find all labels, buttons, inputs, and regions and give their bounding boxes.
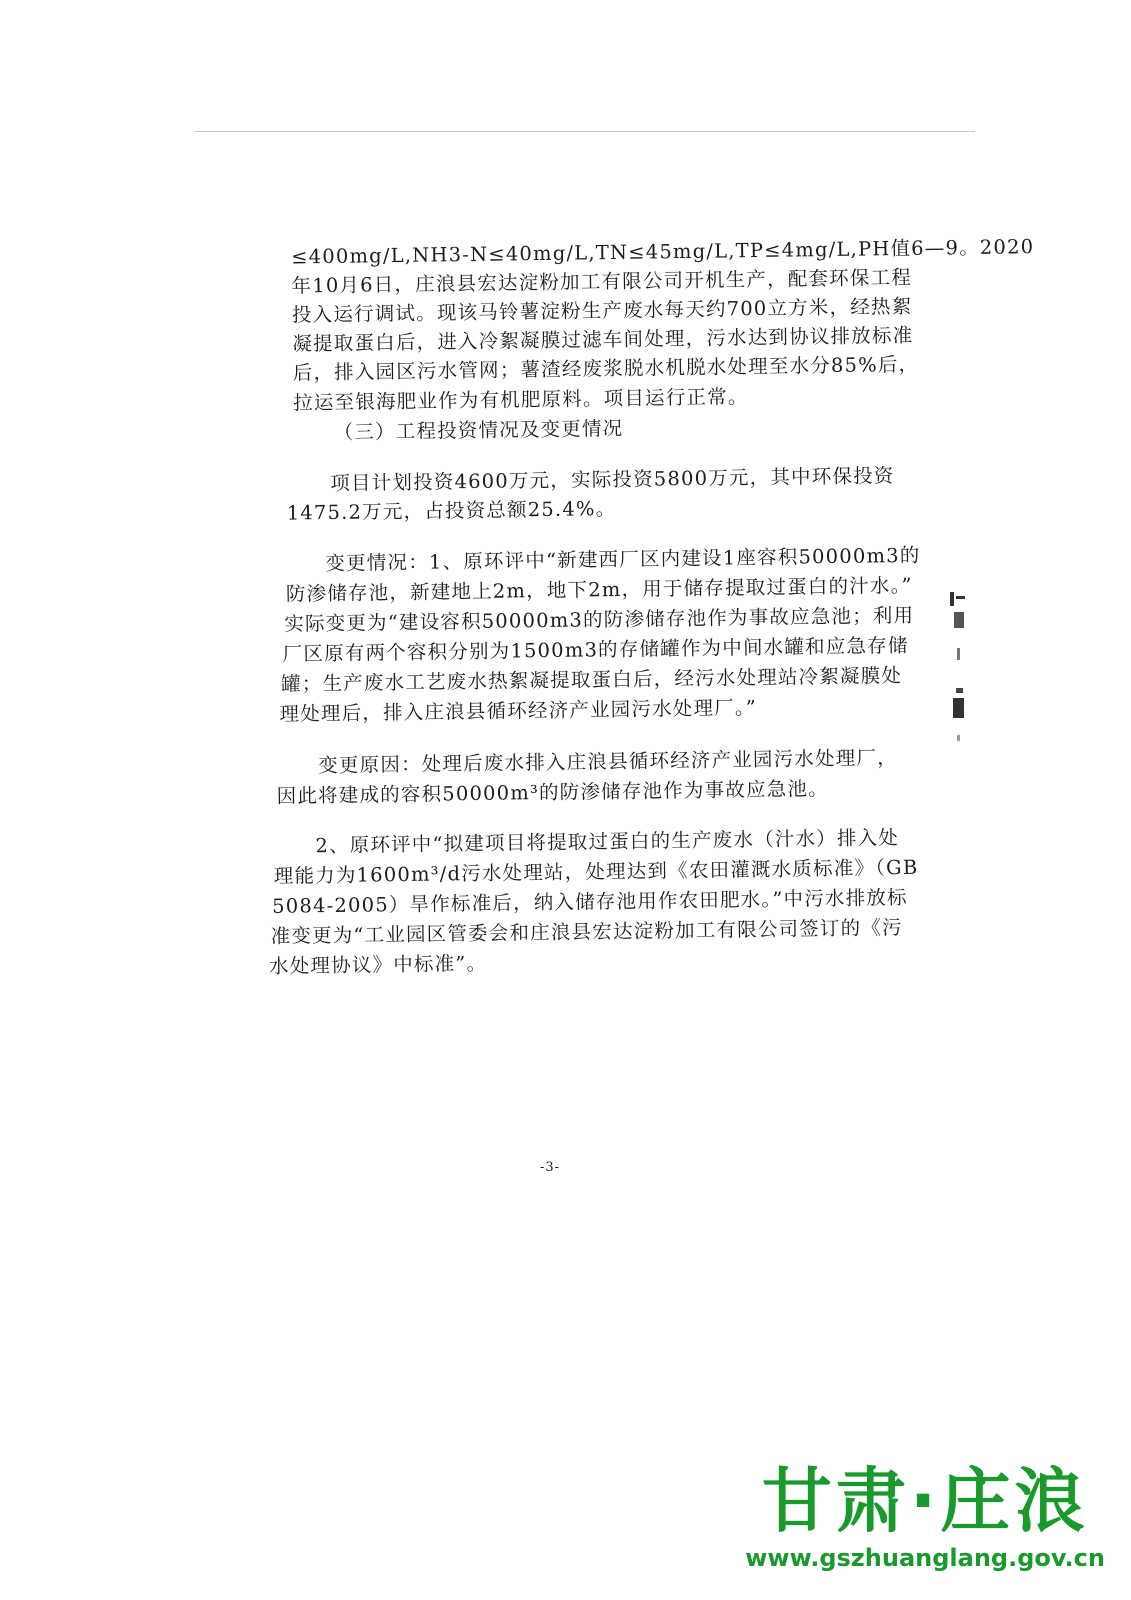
body-line-11: 防渗储存池，新建地上2m，地下2m，用于储存提取过蛋白的汁水。” bbox=[285, 573, 913, 606]
body-line-16: 变更原因：处理后废水排入庄浪县循环经济产业园污水处理厂， bbox=[318, 746, 898, 778]
watermark-logo bbox=[745, 1460, 1105, 1572]
body-line-21: 准变更为“工业园区管委会和庄浪县宏达淀粉加工有限公司签订的《污 bbox=[270, 916, 903, 948]
body-line-10: 变更情况：1、原环评中“新建西厂区内建设1座容积50000m3的 bbox=[325, 543, 921, 576]
body-line-19: 理能力为1600m³/d污水处理站，处理达到《农田灌溉水质标准》（GB bbox=[273, 855, 919, 888]
section-heading: （三）工程投资情况及变更情况 bbox=[333, 416, 624, 444]
body-line-6: 拉运至银海肥业作为有机肥原料。项目运行正常。 bbox=[293, 385, 749, 415]
watermark-url: www.gszhuanglang.gov.cn bbox=[745, 1544, 1105, 1572]
watermark-title: 甘肃·庄浪 bbox=[761, 1460, 1089, 1542]
body-line-1: ≤400mg/L,NH3-N≤40mg/L,TN≤45mg/L,TP≤4mg/L,PH值6—9。2020 bbox=[290, 235, 1035, 269]
scan-page-edge bbox=[195, 131, 975, 132]
body-line-17: 因此将建成的容积50000m³的防渗储存池作为事故应急池。 bbox=[276, 777, 829, 808]
body-line-8: 项目计划投资4600万元，实际投资5800万元，其中环保投资 bbox=[330, 464, 895, 495]
body-line-9: 1475.2万元，占投资总额25.4%。 bbox=[286, 496, 617, 525]
body-line-12: 实际变更为“建设容积50000m3的防渗储存池作为事故应急池；利用 bbox=[284, 603, 915, 636]
body-line-3: 投入运行调试。现该马铃薯淀粉生产废水每天约700立方米，经热絮 bbox=[291, 294, 913, 327]
body-line-20: 5084-2005）旱作标准后，纳入储存池用作农田肥水。”中污水排放标 bbox=[272, 885, 908, 918]
body-line-14: 罐；生产废水工艺废水热絮凝提取蛋白后，经污水处理站冷絮凝膜处 bbox=[280, 664, 903, 696]
document-body bbox=[255, 235, 1035, 978]
binding-stamp-mark bbox=[944, 590, 970, 760]
body-line-2: 年10月6日，庄浪县宏达淀粉加工有限公司开机生产，配套环保工程 bbox=[291, 265, 913, 298]
body-line-22: 水处理协议》中标准”。 bbox=[268, 951, 488, 978]
body-line-5: 后，排入园区污水管网；薯渣经废浆脱水机脱水处理至水分85%后， bbox=[292, 352, 920, 385]
body-line-15: 理处理后，排入庄浪县循环经济产业园污水处理厂。” bbox=[279, 696, 758, 726]
body-line-4: 凝提取蛋白后，进入冷絮凝膜过滤车间处理，污水达到协议排放标准 bbox=[292, 323, 914, 356]
body-line-18: 2、原环评中“拟建项目将提取过蛋白的生产废水（汁水）排入处 bbox=[315, 826, 900, 858]
body-line-13: 厂区原有两个容积分别为1500m3的存储罐作为中间水罐和应急存储 bbox=[282, 633, 909, 666]
page-number: -3- bbox=[540, 1160, 561, 1175]
